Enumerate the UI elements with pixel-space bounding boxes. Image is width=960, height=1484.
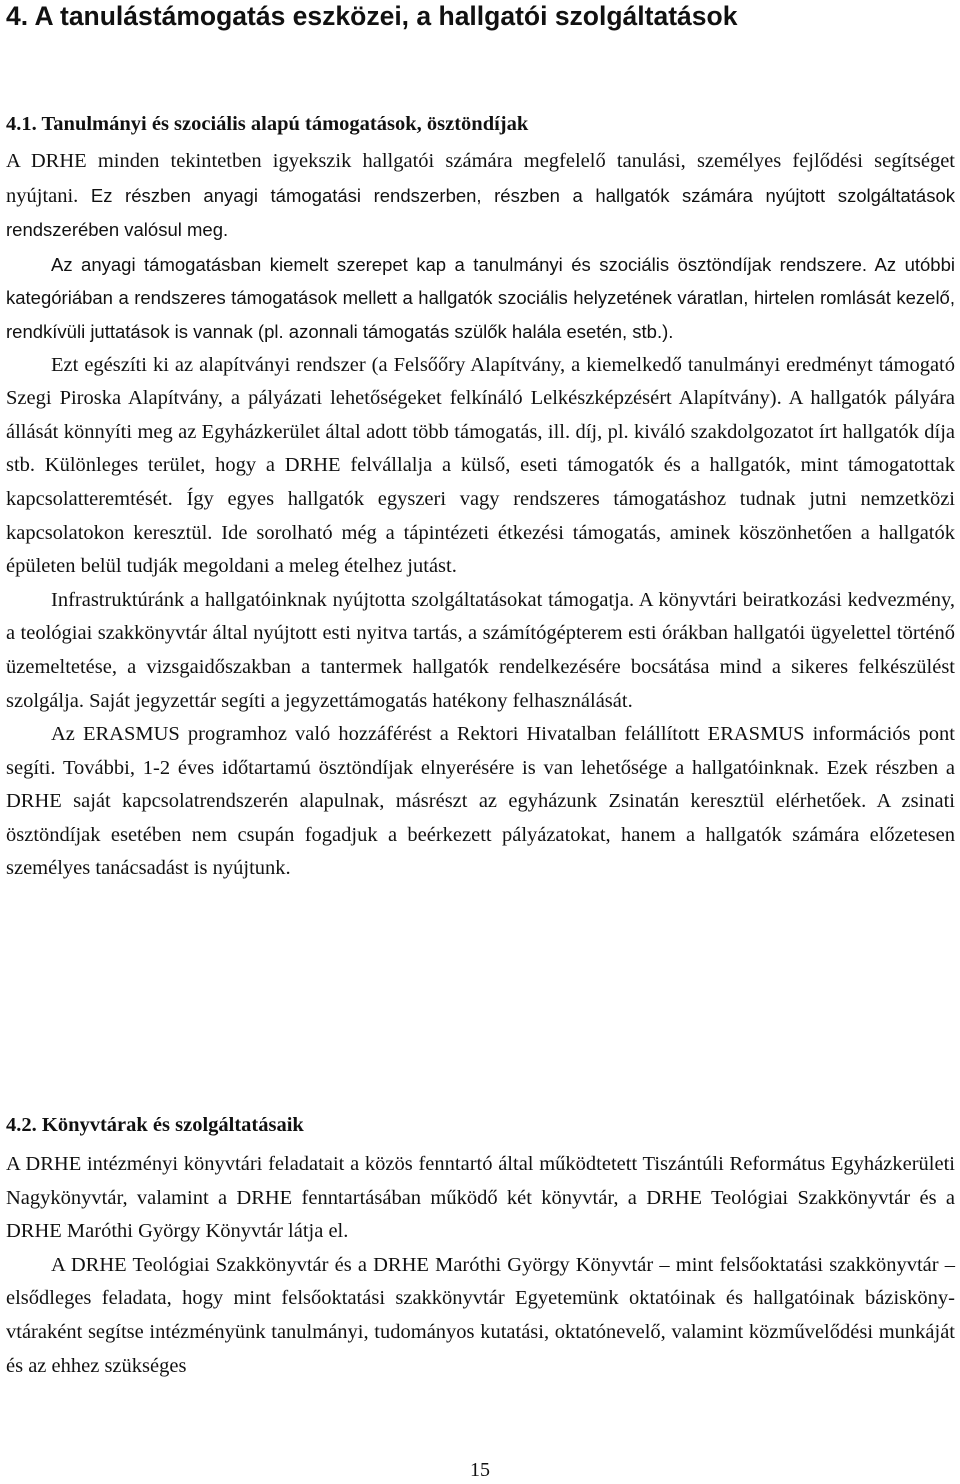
paragraph-4: Infrastruktúránk a hallgatóinknak nyújtotta szolgáltatásokat támogatja. A könyvtári beiratkozási kedvezmény, a teológiai szakkönyvtár által nyújtott esti nyitva tartás, a számítógépterem esti órákban hallgatói ügyelettel történő üzemeltetése, a vizsgaidőszakban a tantermek hallgatók rendelkezésére bocsátása mind a sikeres felkészülést szolgálja. Saját jegyzettár segíti a jegyzettámogatás hatékony felhasználását.	[6, 588, 955, 712]
library-paragraph-1: A DRHE intézményi könyvtári feladatait a közös fenntartó által működtetett Tiszántúli Református Egyházkerületi Nagykönyvtár, valamint a DRHE fenntartásában működő két könyvtár, a DRHE Teológiai Szakkönyvtár és a DRHE Maróthi György Könyvtár látja el.	[6, 1153, 955, 1243]
paragraph-2: Az anyagi támogatásban kiemelt szerepet kap a tanulmányi és szociális ösztöndíjak rendszere. Az utóbbi kategóriában a rendszeres támogatások mellett a hallgatók szociális helyzetének váratlan, hirtelen romlását kezelő, rendkívüli juttatások is vannak (pl. azonnali támogatás szülők halála esetén, stb.).	[6, 253, 955, 342]
chapter-title: 4. A tanulástámogatás eszközei, a hallgatói szolgáltatások	[6, 1, 738, 31]
section-4-1-body	[6, 145, 955, 886]
paragraph-1-serif-text: A DRHE minden tekintetben igyekszik hallgatói számára megfelelő tanulási, személyes fejlődési segítséget nyújtani.	[6, 150, 955, 207]
paragraph-1	[6, 145, 955, 248]
page-number: 15	[470, 1459, 490, 1481]
section-4-2-body	[6, 1148, 955, 1383]
paragraph-5: Az ERASMUS programhoz való hozzáférést a Rektori Hivatalban felállított ERASMUS információs pont segíti. További, 1-2 éves időtartamú ösztöndíjak elnyerésére is van lehetősége a hallgatóinknak. Ezek részben a DRHE saját kapcsolatrendszerén alapulnak, másrészt az egyházunk Zsinatán keresztül elérhetőek. A zsinati ösztöndíjak esetében nem csupán fogadjuk a beérkezett pályázatokat, hanem a hallgatók számára előzetesen személyes tanácsadást is nyújtunk.	[6, 723, 955, 880]
paragraph-1-sans-text: Ez részben anyagi támogatási rendszerben, részben a hallgatók számára nyújtott szolgáltatások rendszerében valósul meg.	[6, 184, 955, 241]
library-paragraph-2: A DRHE Teológiai Szakkönyvtár és a DRHE Maróthi György Könyvtár – mint felsőoktatási szakkönyvtár – elsődleges feladata, hogy mint felsőoktatási szakkönyvtár Egyetemünk oktatóinak és hallgatóinak báziskönyvtáraként segítse intézményünk tanulmányi, tudományos kutatási, oktatónevelő, valamint közművelődési munkáját és az ehhez szükséges	[6, 1253, 955, 1377]
section-heading-4-2: 4.2. Könyvtárak és szolgáltatásaik	[6, 1114, 304, 1136]
paragraph-3: Ezt egészíti ki az alapítványi rendszer (a Felsőőry Alapítvány, a kiemelkedő tanulmányi eredményt támogató Szegi Piroska Alapítvány, a pályázati lehetőségeket felkínáló Lelkészképzésért Alapítvány). A hallgatók pályára állását könnyíti meg az Egyházkerület által adott több támogatás, ill. díj, pl. kiváló szakdolgozatot írt hallgatók díja stb. Különleges terület, hogy a DRHE felvállalja a külső, eseti támogatók és a hallgatók, mint támogatottak kapcsolatteremtését. Így egyes hallgatók egyszeri vagy rendszeres támogatáshoz tudnak jutni nemzetközi kapcsolatokon keresztül. Ide sorolható még a tápintézeti étkezési támogatás, aminek köszönhetően a hallgatók épületen belül tudják megoldani a meleg ételhez jutást.	[6, 353, 955, 578]
section-heading-4-1: 4.1. Tanulmányi és szociális alapú támogatások, ösztöndíjak	[6, 113, 529, 135]
